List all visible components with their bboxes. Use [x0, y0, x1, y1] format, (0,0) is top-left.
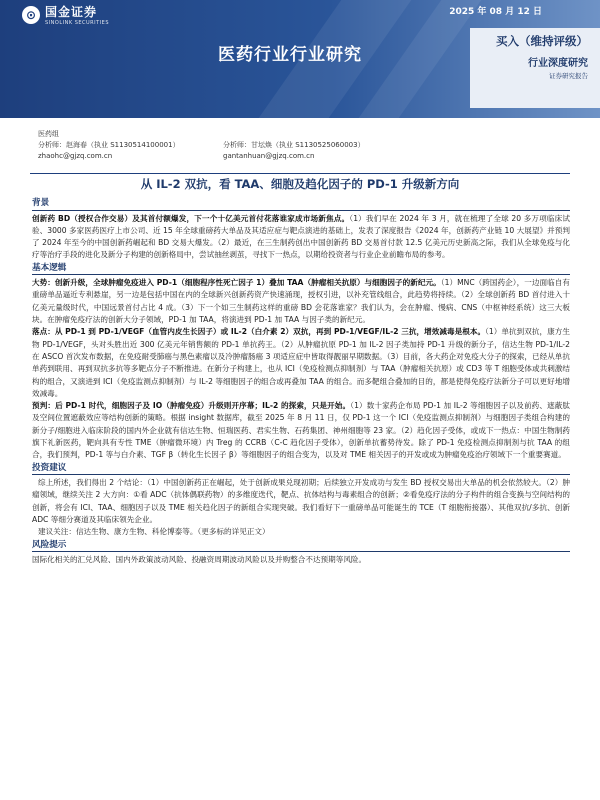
logic-forecast-body: （1）数十家药企布局 PD-1 加 IL-2 等细胞因子以及前药、遮蔽肽及空间位置遮蔽效应等结构创新的策略。根据 insight 数据库，截至 2025 年 8 月 11 日，仅 PD-1 这一个 ICI（免疫监测点抑制剂）与细胞因子类组合构建的新分子/细胞进入临床阶段的国内外企业就有信达生物、恒瑞医药、君实生物、石药集团、神州细胞等 23 家。（2）趋化因子受体，或成下一热点：中国生物制药旗下礼新医药，靶向具有专性 TME（肿瘤微环境）内 Treg 的 CCRB（C-C 趋化因子受体），创新单抗蓄势待发。除了 PD-1 免疫检测点抑制剂与抗 TAA 的组合，我们预判，PD-1 等与白介素、TGF β（转化生长因子 β）等细胞因子的组合变为，以及对 TME 相关因子的开发或成为肿瘤免疫治疗领域下一个重要赛道。	[32, 401, 570, 460]
logic-paragraph-focus	[32, 326, 570, 400]
logic-focus-lead: 落点：从 PD-1 到 PD-1/VEGF（血管内皮生长因子）或 IL-2（白介素 2）双抗，再到 PD-1/VEGF/IL-2 三抗，增效减毒是根本。	[32, 327, 486, 337]
analyst-1: 分析师：赵海春（执业 S1130514100001）	[38, 141, 180, 149]
background-lead: 创新药 BD（授权合作交易）及其首付额爆发，下一个十亿美元首付花落谁家成市场新焦点。	[32, 213, 350, 223]
logo-icon: ⊙	[22, 6, 40, 24]
logo-cn-text: 国金证券	[45, 5, 98, 19]
risk-paragraph: 国际化相关的汇兑风险、国内外政策波动风险、投融资周期波动风险以及并购整合不达预期等风险。	[32, 555, 367, 565]
analyst-2: 分析师：甘坛焕（执业 S1130525060003）	[223, 141, 365, 149]
rating-label: 买入（维持评级）	[496, 34, 588, 48]
logic-trend-lead: 大势：创新升级，全球肿瘤免疫进入 PD-1（细胞程序性死亡因子 1）叠加 TAA（肿瘤相关抗原）与细胞因子的新纪元。	[32, 278, 441, 288]
header-banner	[0, 0, 600, 118]
logic-paragraph-trend	[32, 277, 570, 326]
advice-paragraph: 综上所述，我们得出 2 个结论：（1）中国创新药正在崛起，处于创新成果兑现初期；后续独立开发成功与发生 BD 授权交易出大单品的机会依然较大。（2）肿瘤领域，继续关注 2 大方向：①看 ADC（抗体偶联药物）的多维度迭代，靶点、抗体结构与毒素组合的创新；②看免疫疗法的分子构件的组合变换与空间结构的创新，将会有 ICI、TAA、细胞因子以及 TME 相关趋化因子的新组合实现突破。我们看好下一重磅单品可能诞生的 TCE（T 细胞衔接器）、其他双抗/多抗、创新 ADC 等细分赛道及其临床领先企业。	[32, 478, 570, 525]
logic-trend-body: （1）MNC（跨国药企），一边面临自有重磅单品逼近专利悬崖，另一边是包括中国在内的全球新兴创新药资产快速涌现，授权引进，以补充管线组合，此趋势将持续。（2）全球创新药 BD 首付进入十亿美元量级时代，中国远景首付占比 4 成。（3）下一个如三生制药这样的重磅 BD 会花落谁家？我们认为，会在肿瘤、慢病、CNS（中枢神经系统）这三大板块。在肿瘤免疫疗法的创新大分子领域，PD-1 加 TAA，将演进到 PD-1 加 TAA 与因子类的新纪元。	[32, 278, 570, 325]
team-name: 医药组	[38, 130, 59, 138]
header-divider	[30, 173, 570, 174]
section-heading-logic: 基本逻辑	[32, 262, 570, 276]
report-type: 行业深度研究	[528, 58, 588, 69]
logo-en-text: SINOLINK SECURITIES	[45, 20, 109, 26]
background-body: （1）我们早在 2024 年 3 月，就在梳理了全球 20 多万项临床试验、3000 多家医药医疗上市公司、近 15 年全球重磅药大单品及其适应症与靶点演进的基础上，发表了深度报告《2024 年，创新药产业链 10 大展望》并预判了 2024 年至今的中国创新药崛起和 BD 交易大爆发。（2）最近，在三生制药创出中国创新药 BD 交易首付款 12.5 亿美元历史新高之际，我们从全球免疫与化疗等治疗手段的进化及新分子构建的创新格局中，尝试抽丝剥茧，寻找下一热点，以期给投资者与行业企业前瞻布局的参考。	[32, 213, 570, 260]
analyst-2-email[interactable]: gantanhuan@gjzq.com.cn	[223, 152, 315, 160]
analyst-info	[38, 129, 365, 162]
logic-forecast-lead: 预判：后 PD-1 时代，细胞因子及 IO（肿瘤免疫）升级则开序幕；IL-2 的探索，只是开始。	[32, 401, 351, 411]
section-heading-advice: 投资建议	[32, 462, 570, 476]
analyst-1-email[interactable]: zhaohc@gjzq.com.cn	[38, 152, 113, 160]
background-paragraph	[32, 213, 570, 262]
report-subtype: 证券研究报告	[549, 72, 588, 80]
advice-recommendation: 建议关注：信达生物、康方生物、科伦博泰等。（更多标的详见正文）	[38, 527, 270, 537]
logic-focus-body: （1）单抗到双抗，康方生物 PD-1/VEGF，头对头胜出近 300 亿美元年销售额的 PD-1 单抗药王。（2）从肿瘤抗原 PD-1 加 IL-2 因子类加持 PD-1 升级的新分子，信达生物 PD-1/IL-2 在 ASCO 首次发布数据，在免疫耐受肺癌与黑色素瘤以及冷肿瘤肠癌 3 项适应症中皆取得靓丽早期数据。（3）目前，各大药企对免疫大分子的探索，已经从单抗单药到联用、再到双抗多抗等多靶点分子不断推进。在新分子构建上，也从 ICI（免疫检测点抑制剂）与 TAA（肿瘤相关抗原）或 CD3 等 T 细胞受体或共刺激结构的组合，又演进到 ICI（免疫监测点抑制剂）与 IL-2 等细胞因子的组合或再叠加 TAA 的组合。而多靶组合叠加的目的，都是使得免疫疗法新分子可以更好地增效减毒。	[32, 327, 570, 398]
section-heading-risk: 风险提示	[32, 539, 570, 553]
company-logo	[22, 3, 109, 26]
report-date: 2025 年 08 月 12 日	[449, 7, 542, 17]
report-body	[32, 197, 570, 566]
report-title: 从 IL-2 双抗，看 TAA、细胞及趋化因子的 PD-1 升级新方向	[140, 177, 460, 191]
section-heading-background: 背景	[32, 197, 570, 211]
logic-paragraph-forecast	[32, 400, 570, 461]
industry-title: 医药行业行业研究	[218, 45, 362, 65]
